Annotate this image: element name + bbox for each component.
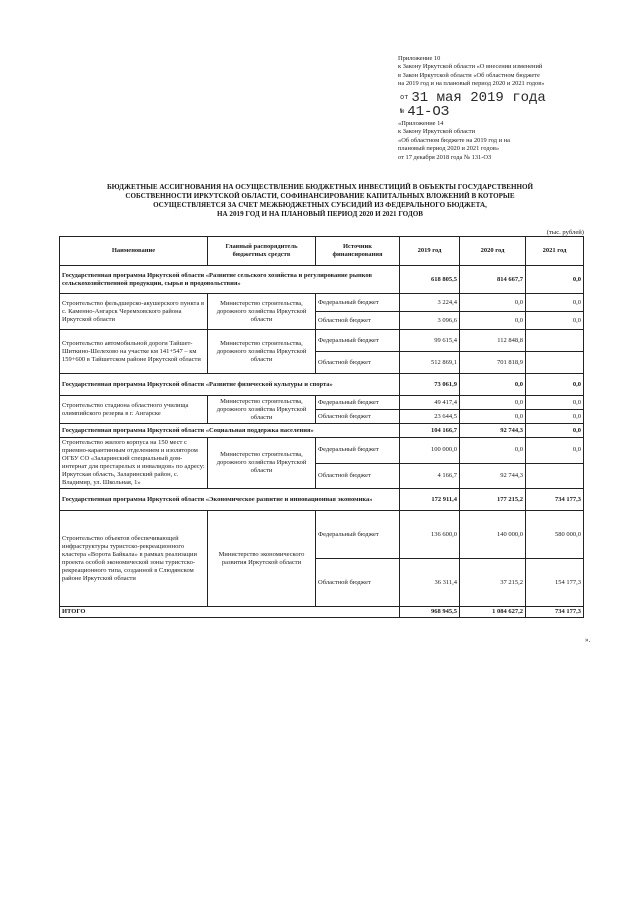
program-2019: 172 911,4 — [400, 489, 460, 511]
closing-quote: ». — [585, 636, 591, 644]
program-row — [60, 424, 584, 438]
value-2021 — [526, 352, 584, 374]
total-label: ИТОГО — [60, 607, 400, 618]
program-2019: 104 166,7 — [400, 424, 460, 438]
title-line: БЮДЖЕТНЫЕ АССИГНОВАНИЯ НА ОСУЩЕСТВЛЕНИЕ БЮДЖЕТНЫХ ИНВЕСТИЦИЙ В ОБЪЕКТЫ ГОСУДАРСТВЕННОЙ — [106, 183, 534, 191]
program-2020: 177 215,2 — [460, 489, 526, 511]
value-2019: 49 417,4 — [400, 396, 460, 410]
stamp-date — [400, 91, 546, 105]
total-2021: 734 177,3 — [526, 607, 584, 618]
document-title — [60, 183, 580, 219]
object-name: Строительство фельдшерско-акушерского пункта в с. Каменно-Ангарск Черемховского района Иркутской области — [60, 294, 208, 330]
appendix-line: к Закону Иркутской области «О внесении изменений — [398, 63, 543, 71]
object-manager: Министерство экономического развития Иркутской области — [208, 511, 316, 607]
appendix-block — [398, 55, 598, 89]
funding-source: Федеральный бюджет — [316, 396, 400, 410]
program-row — [60, 489, 584, 511]
title-line: СОБСТВЕННОСТИ ИРКУТСКОЙ ОБЛАСТИ, СОФИНАНСИРОВАНИЕ КАПИТАЛЬНЫХ ВЛОЖЕНИЙ В КОТОРЫЕ — [125, 192, 515, 200]
appendix-line: «Об областном бюджете на 2019 год и на — [398, 136, 510, 144]
stamp-number — [400, 105, 449, 119]
object-manager: Министерство строительства, дорожного хозяйства Иркутской области — [208, 330, 316, 374]
budget-table — [59, 236, 584, 618]
program-name: Государственная программа Иркутской области «Развитие физической культуры и спорта» — [60, 374, 400, 396]
stamp-number-value: 41-ОЗ — [407, 104, 450, 120]
value-2019: 100 000,0 — [400, 438, 460, 464]
value-2021 — [526, 463, 584, 489]
value-2020: 37 215,2 — [460, 559, 526, 607]
title-line: НА 2019 ГОД И НА ПЛАНОВЫЙ ПЕРИОД 2020 И 2021 ГОДОВ — [217, 210, 423, 218]
value-2021: 154 177,3 — [526, 559, 584, 607]
table-body — [60, 266, 584, 618]
program-row — [60, 374, 584, 396]
appendix-line: в Закон Иркутской области «Об областном бюджете — [398, 71, 540, 79]
value-2021: 0,0 — [526, 312, 584, 330]
value-2019: 99 615,4 — [400, 330, 460, 352]
object-row — [60, 511, 584, 559]
table-header-row — [60, 237, 584, 266]
title-line: ОСУЩЕСТВЛЯЕТСЯ ЗА СЧЕТ МЕЖБЮДЖЕТНЫХ СУБСИДИЙ ИЗ ФЕДЕРАЛЬНОГО БЮДЖЕТА, — [153, 201, 487, 209]
value-2020: 92 744,3 — [460, 463, 526, 489]
value-2021: 0,0 — [526, 410, 584, 424]
value-2020: 112 848,8 — [460, 330, 526, 352]
program-name: Государственная программа Иркутской области «Развитие сельского хозяйства и регулирование рынков сельскохозяйственной продукции, сырья и продовольствия» — [60, 266, 400, 294]
funding-source: Областной бюджет — [316, 312, 400, 330]
funding-source: Областной бюджет — [316, 410, 400, 424]
value-2021: 0,0 — [526, 294, 584, 312]
value-2019: 4 166,7 — [400, 463, 460, 489]
value-2021: 0,0 — [526, 438, 584, 464]
object-manager: Министерство строительства, дорожного хозяйства Иркутской области — [208, 396, 316, 424]
appendix-line: Приложение 10 — [398, 55, 441, 62]
appendix-line: к Закону Иркутской области — [398, 128, 476, 136]
appendix-line: плановый период 2020 и 2021 годов» — [398, 145, 500, 153]
object-name: Строительство автомобильной дороги Тайшет-Шиткино-Шелехово на участке км 141+547 – км 159+600 в Тайшетском районе Иркутской области — [60, 330, 208, 374]
object-manager: Министерство строительства, дорожного хозяйства Иркутской области — [208, 294, 316, 330]
value-2020: 0,0 — [460, 438, 526, 464]
object-name: Строительство стадиона областного училища олимпийского резерва в г. Ангарске — [60, 396, 208, 424]
total-row — [60, 607, 584, 618]
object-row — [60, 396, 584, 410]
funding-source: Федеральный бюджет — [316, 438, 400, 464]
appendix-line: на 2019 год и на плановый период 2020 и 2021 годов» — [398, 80, 545, 88]
value-2020: 0,0 — [460, 294, 526, 312]
program-2019: 73 061,9 — [400, 374, 460, 396]
header-manager: Главный распорядитель бюджетных средств — [208, 237, 316, 266]
funding-source: Федеральный бюджет — [316, 330, 400, 352]
value-2021: 580 000,0 — [526, 511, 584, 559]
units-label: (тыс. рублей) — [546, 229, 584, 236]
program-name: Государственная программа Иркутской области «Социальная поддержка населения» — [60, 424, 400, 438]
header-source: Источник финансирования — [316, 237, 400, 266]
header-2021: 2021 год — [526, 237, 584, 266]
header-2020: 2020 год — [460, 237, 526, 266]
program-2020: 0,0 — [460, 374, 526, 396]
object-name: Строительство объектов обеспечивающей инфраструктуры туристско-рекреационного кластера «Ворота Байкала» в рамках реализации проекта особой экономической зоны туристско-рекреационного типа, созданной в Слюдянском районе Иркутской области — [60, 511, 208, 607]
total-2019: 968 945,5 — [400, 607, 460, 618]
value-2019: 512 869,1 — [400, 352, 460, 374]
funding-source: Областной бюджет — [316, 559, 400, 607]
object-row — [60, 330, 584, 352]
object-row — [60, 438, 584, 464]
funding-source: Федеральный бюджет — [316, 511, 400, 559]
value-2019: 23 644,5 — [400, 410, 460, 424]
value-2020: 0,0 — [460, 396, 526, 410]
appendix-line: от 17 декабря 2018 года № 131-ОЗ — [398, 153, 492, 161]
program-name: Государственная программа Иркутской области «Экономическое развитие и инновационная экономика» — [60, 489, 400, 511]
program-2021: 0,0 — [526, 424, 584, 438]
value-2019: 136 600,0 — [400, 511, 460, 559]
program-2020: 814 667,7 — [460, 266, 526, 294]
funding-source: Областной бюджет — [316, 352, 400, 374]
program-row — [60, 266, 584, 294]
header-2019: 2019 год — [400, 237, 460, 266]
object-name: Строительство жилого корпуса на 150 мест с приемно-карантинным отделением и изолятором ОГБУ СО «Заларинский специальный дом-интернат для престарелых и инвалидов» по адресу: Иркутская область, Заларинский район, с. Владимир, ул. Школьная, 1» — [60, 438, 208, 489]
value-2020: 0,0 — [460, 312, 526, 330]
header-name: Наименование — [60, 237, 208, 266]
total-2020: 1 084 627,2 — [460, 607, 526, 618]
program-2021: 0,0 — [526, 374, 584, 396]
value-2019: 36 311,4 — [400, 559, 460, 607]
value-2021 — [526, 330, 584, 352]
value-2020: 140 000,0 — [460, 511, 526, 559]
appendix-block-2 — [398, 120, 598, 162]
appendix-line: «Приложение 14 — [398, 120, 444, 127]
stamp-date-value: 31 мая 2019 года — [411, 90, 546, 106]
value-2020: 701 818,9 — [460, 352, 526, 374]
stamp-number-prefix: № — [400, 108, 405, 116]
program-2021: 0,0 — [526, 266, 584, 294]
stamp-date-prefix: от — [400, 94, 409, 102]
object-row — [60, 294, 584, 312]
object-manager: Министерство строительства, дорожного хозяйства Иркутской области — [208, 438, 316, 489]
funding-source: Федеральный бюджет — [316, 294, 400, 312]
program-2019: 618 805,5 — [400, 266, 460, 294]
value-2020: 0,0 — [460, 410, 526, 424]
funding-source: Областной бюджет — [316, 463, 400, 489]
program-2021: 734 177,3 — [526, 489, 584, 511]
program-2020: 92 744,3 — [460, 424, 526, 438]
value-2019: 3 224,4 — [400, 294, 460, 312]
value-2019: 3 096,6 — [400, 312, 460, 330]
value-2021: 0,0 — [526, 396, 584, 410]
